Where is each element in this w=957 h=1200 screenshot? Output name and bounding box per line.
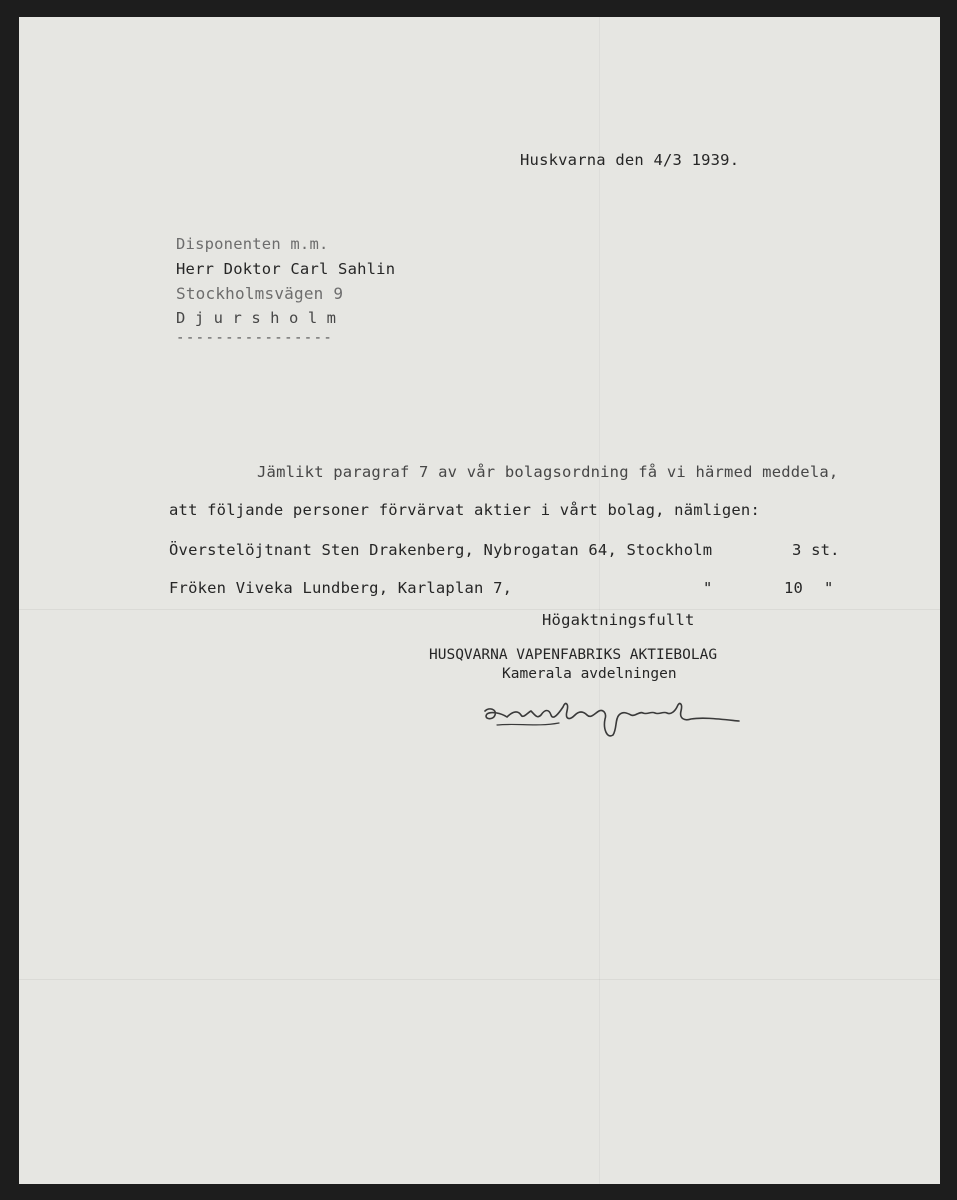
shareholder-2-ditto: " bbox=[703, 579, 713, 597]
recipient-street: Stockholmsvägen 9 bbox=[176, 284, 344, 303]
date-line: Huskvarna den 4/3 1939. bbox=[520, 151, 740, 169]
handwritten-signature bbox=[477, 689, 747, 749]
recipient-title: Disponenten m.m. bbox=[176, 235, 329, 253]
company-name: HUSQVARNA VAPENFABRIKS AKTIEBOLAG bbox=[429, 647, 718, 663]
recipient-city: Djursholm bbox=[176, 309, 346, 327]
closing: Högaktningsfullt bbox=[542, 611, 695, 629]
recipient-name: Herr Doktor Carl Sahlin bbox=[176, 260, 396, 278]
shareholder-2-person: Fröken Viveka Lundberg, Karlaplan 7, bbox=[169, 579, 513, 597]
recipient-underline: ---------------- bbox=[176, 330, 334, 346]
shareholder-2-quantity: 10 bbox=[784, 579, 804, 597]
shareholder-1-quantity: 3 st. bbox=[792, 541, 840, 559]
body-line-1: Jämlikt paragraf 7 av vår bolagsordning få vi härmed meddela, bbox=[257, 463, 839, 481]
letter-sheet bbox=[19, 17, 940, 1184]
fold-line-horizontal-lower bbox=[19, 979, 940, 980]
shareholder-1-person: Överstelöjtnant Sten Drakenberg, Nybrogatan 64, Stockholm bbox=[169, 541, 713, 559]
fold-line-vertical bbox=[599, 17, 600, 1184]
shareholder-2-quantity-ditto: " bbox=[824, 579, 834, 597]
body-line-2: att följande personer förvärvat aktier i vårt bolag, nämligen: bbox=[169, 501, 760, 519]
fold-line-horizontal bbox=[19, 609, 940, 610]
department-name: Kamerala avdelningen bbox=[502, 666, 677, 682]
